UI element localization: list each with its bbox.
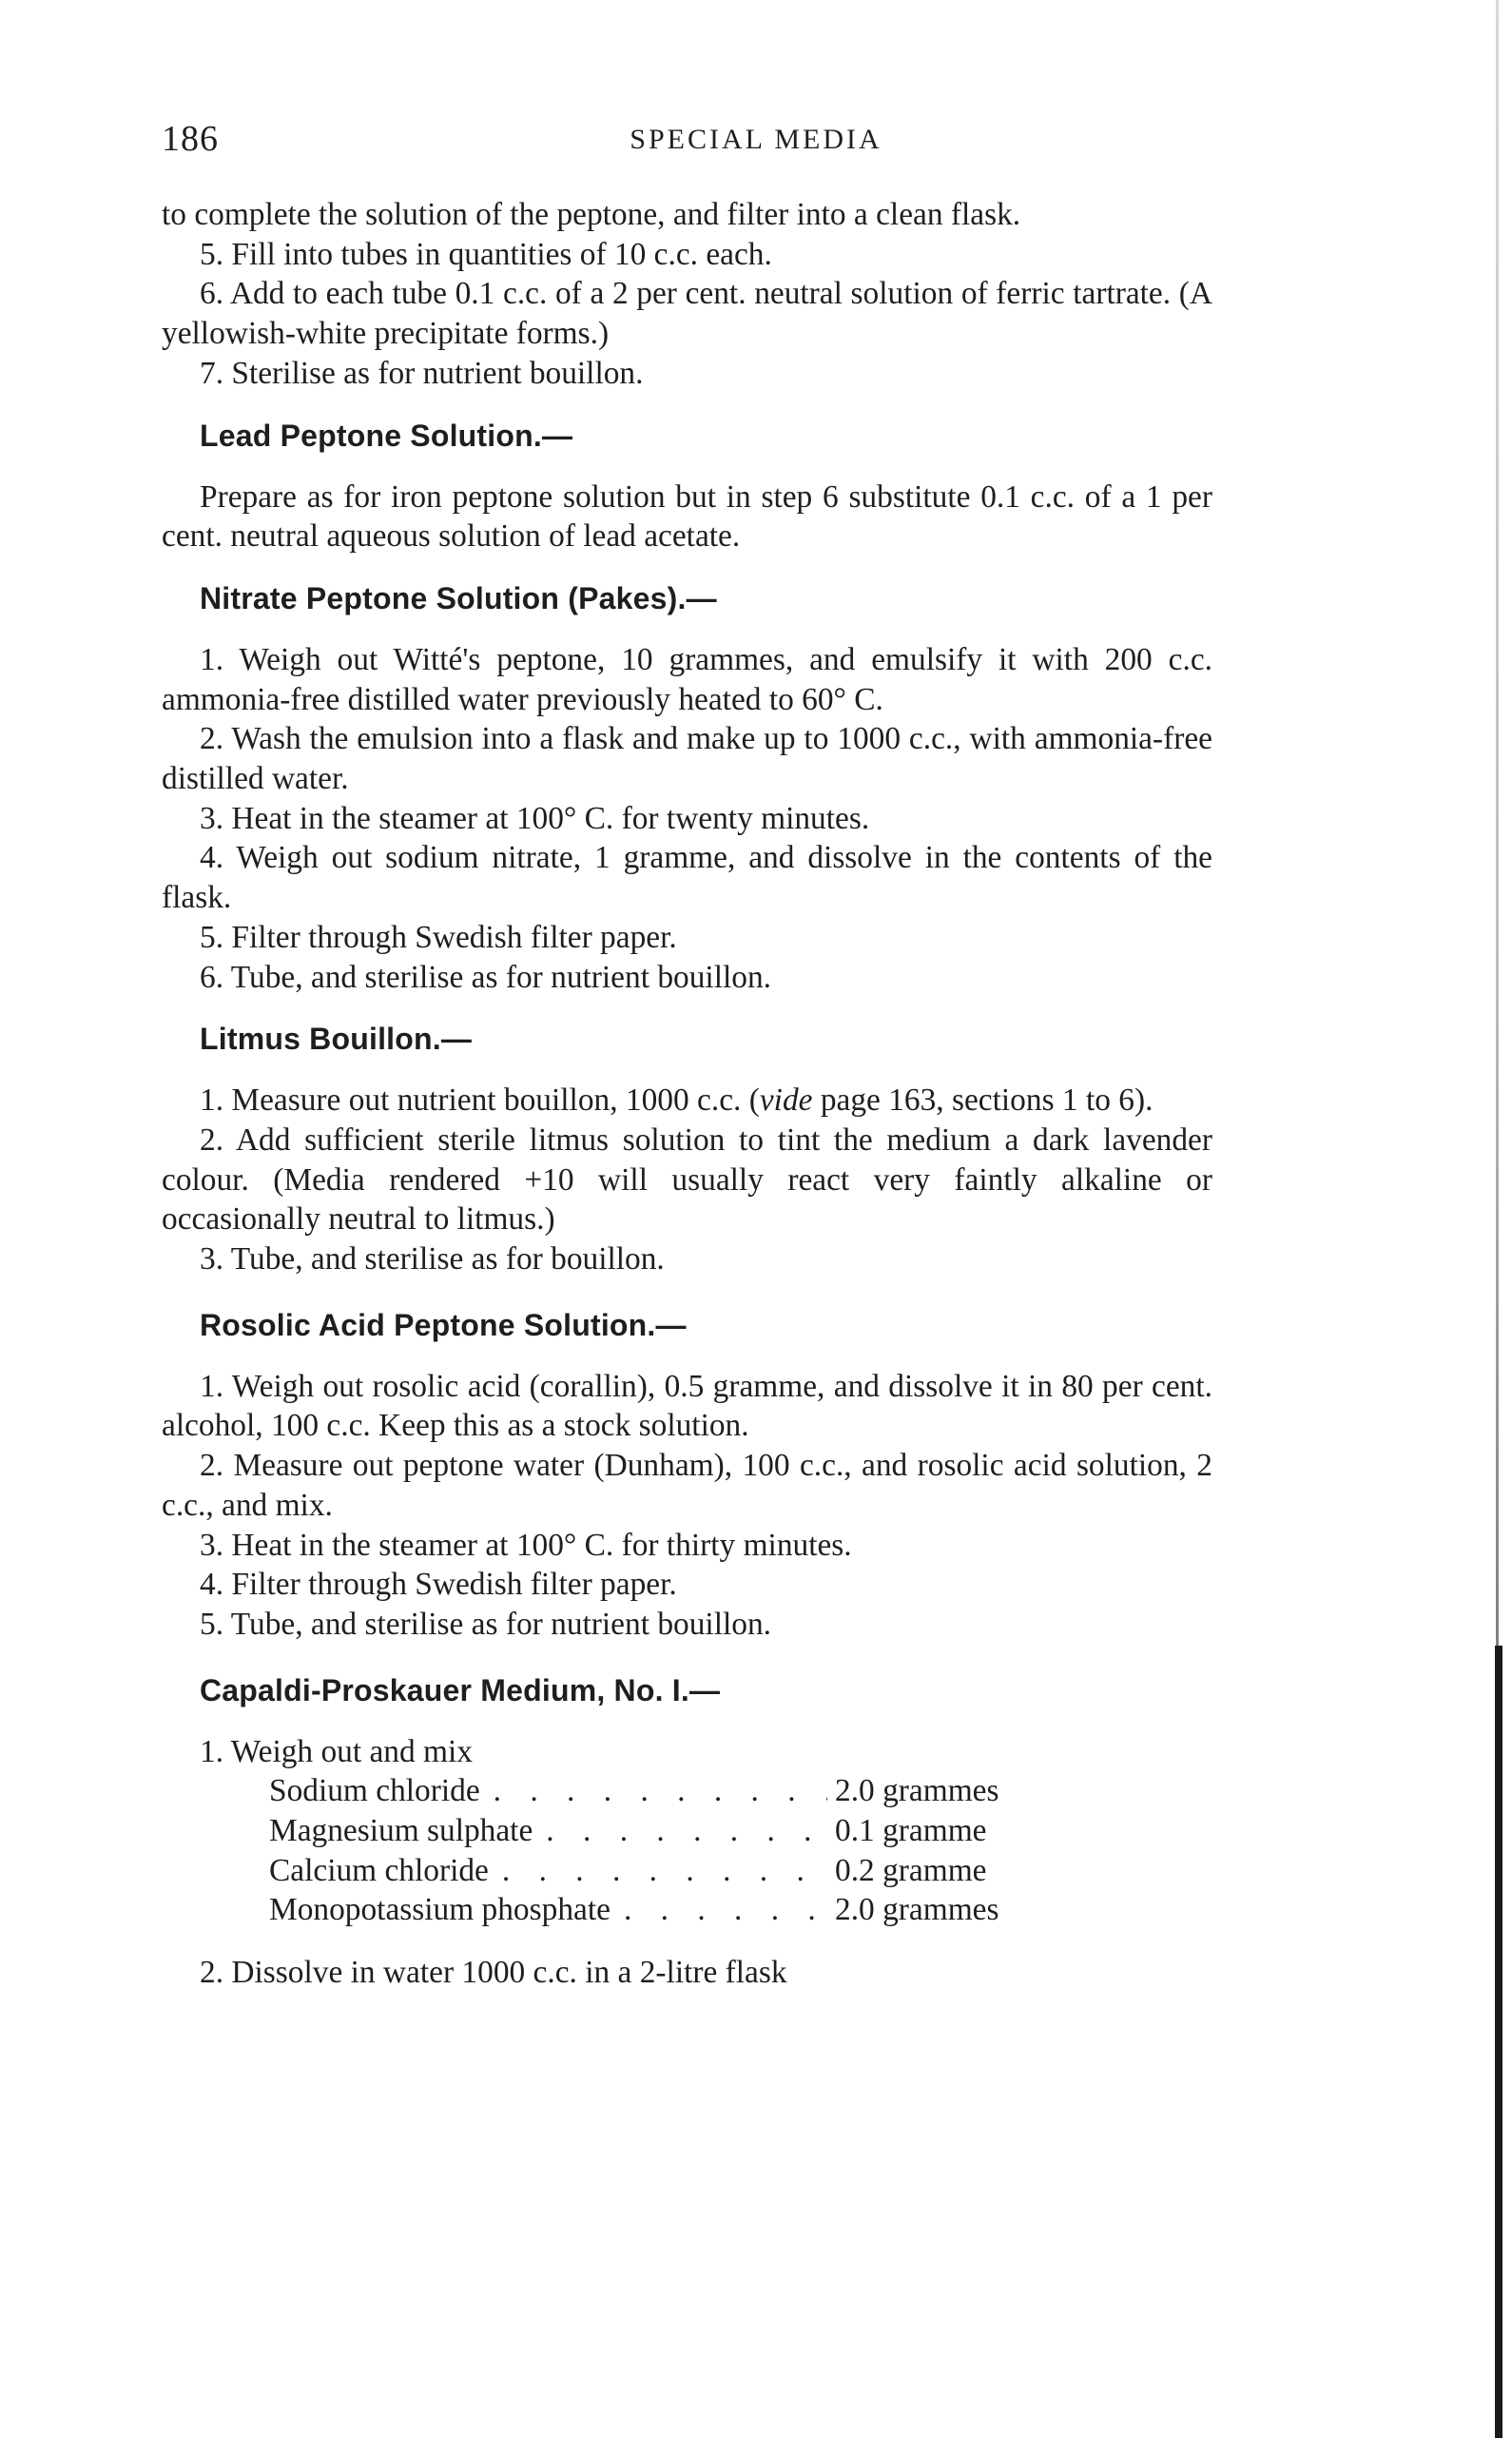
step: 1. Weigh out Witté's peptone, 10 grammes, and emulsify it with 200 c.c. ammonia-free distilled water previously heated to 60° C. [162, 641, 1212, 717]
section-heading-lead-peptone: Lead Peptone Solution.— [200, 418, 573, 453]
step: 5. Tube, and sterilise as for nutrient bouillon. [200, 1606, 771, 1642]
step-text: 1. Measure out nutrient bouillon, 1000 c.c. ( [200, 1082, 760, 1119]
section-heading-nitrate-peptone: Nitrate Peptone Solution (Pakes).— [200, 580, 717, 615]
page-body [162, 195, 1212, 1993]
step: 4. Weigh out sodium nitrate, 1 gramme, and dissolve in the contents of the flask. [162, 840, 1212, 916]
step: 2. Measure out peptone water (Dunham), 100 c.c., and rosolic acid solution, 2 c.c., and mix. [162, 1448, 1212, 1523]
step: 3. Heat in the steamer at 100° C. for thirty minutes. [200, 1527, 852, 1563]
step: 2. Wash the emulsion into a flask and make up to 1000 c.c., with ammonia-free distilled water. [162, 721, 1212, 797]
step: 1. Weigh out and mix [200, 1733, 473, 1769]
page-number: 186 [162, 119, 219, 159]
running-title: SPECIAL MEDIA [630, 124, 882, 155]
section-heading-litmus-bouillon: Litmus Bouillon.— [200, 1022, 473, 1057]
paragraph: Prepare as for iron peptone solution but in step 6 substitute 0.1 c.c. of a 1 per cent. neutral aqueous solution of lead acetate. [162, 478, 1212, 555]
leader-dots [480, 1771, 827, 1811]
ingredient-row [269, 1851, 1068, 1891]
ingredient-row [269, 1771, 1068, 1811]
step: 5. Fill into tubes in quantities of 10 c.c. each. [200, 236, 772, 272]
ingredient-name: Sodium chloride [269, 1773, 480, 1809]
ingredient-row [269, 1811, 1068, 1851]
step: 3. Heat in the steamer at 100° C. for twenty minutes. [200, 800, 870, 836]
step: 7. Sterilise as for nutrient bouillon. [200, 355, 644, 391]
section-heading-rosolic-acid: Rosolic Acid Peptone Solution.— [200, 1307, 687, 1342]
leader-dots [489, 1851, 827, 1891]
leader-dots [611, 1890, 827, 1930]
ingredient-name: Magnesium sulphate [269, 1813, 533, 1849]
section-heading-capaldi-proskauer: Capaldi-Proskauer Medium, No. I.— [200, 1672, 721, 1707]
ingredient-amount: 0.1 gramme [835, 1813, 987, 1849]
ingredient-row [269, 1890, 1068, 1930]
step: 3. Tube, and sterilise as for bouillon. [200, 1241, 665, 1278]
step-text: page 163, sections 1 to 6). [812, 1082, 1153, 1119]
ingredient-amount: 0.2 gramme [835, 1852, 987, 1888]
ingredient-list [269, 1771, 1068, 1930]
ingredient-name: Monopotassium phosphate [269, 1892, 611, 1928]
step [162, 1081, 1212, 1121]
step: 6. Add to each tube 0.1 c.c. of a 2 per cent. neutral solution of ferric tartrate. (A yellowish-white precipitate forms.) [162, 276, 1212, 352]
leader-dots [533, 1811, 827, 1851]
ingredient-amount: 2.0 grammes [835, 1773, 999, 1809]
step-text-italic: vide [759, 1082, 813, 1119]
step: 1. Weigh out rosolic acid (corallin), 0.5 gramme, and dissolve it in 80 per cent. alcohol, 100 c.c. Keep this as a stock solution. [162, 1368, 1212, 1444]
paragraph: to complete the solution of the peptone, and filter into a clean flask. [162, 197, 1021, 232]
step: 6. Tube, and sterilise as for nutrient bouillon. [200, 959, 771, 995]
step: 4. Filter through Swedish filter paper. [200, 1567, 677, 1603]
step: 2. Add sufficient sterile litmus solution to tint the medium a dark lavender colour. (Media rendered +10 will usually react very faintly alkaline or occasionally neutral to litmus.) [162, 1121, 1212, 1238]
step: 2. Dissolve in water 1000 c.c. in a 2-litre flask [200, 1955, 787, 1991]
page-binding-edge [1495, 1646, 1502, 2438]
ingredient-amount: 2.0 grammes [835, 1892, 999, 1928]
step: 5. Filter through Swedish filter paper. [200, 919, 677, 955]
running-head [0, 118, 1512, 175]
ingredient-name: Calcium chloride [269, 1852, 489, 1888]
